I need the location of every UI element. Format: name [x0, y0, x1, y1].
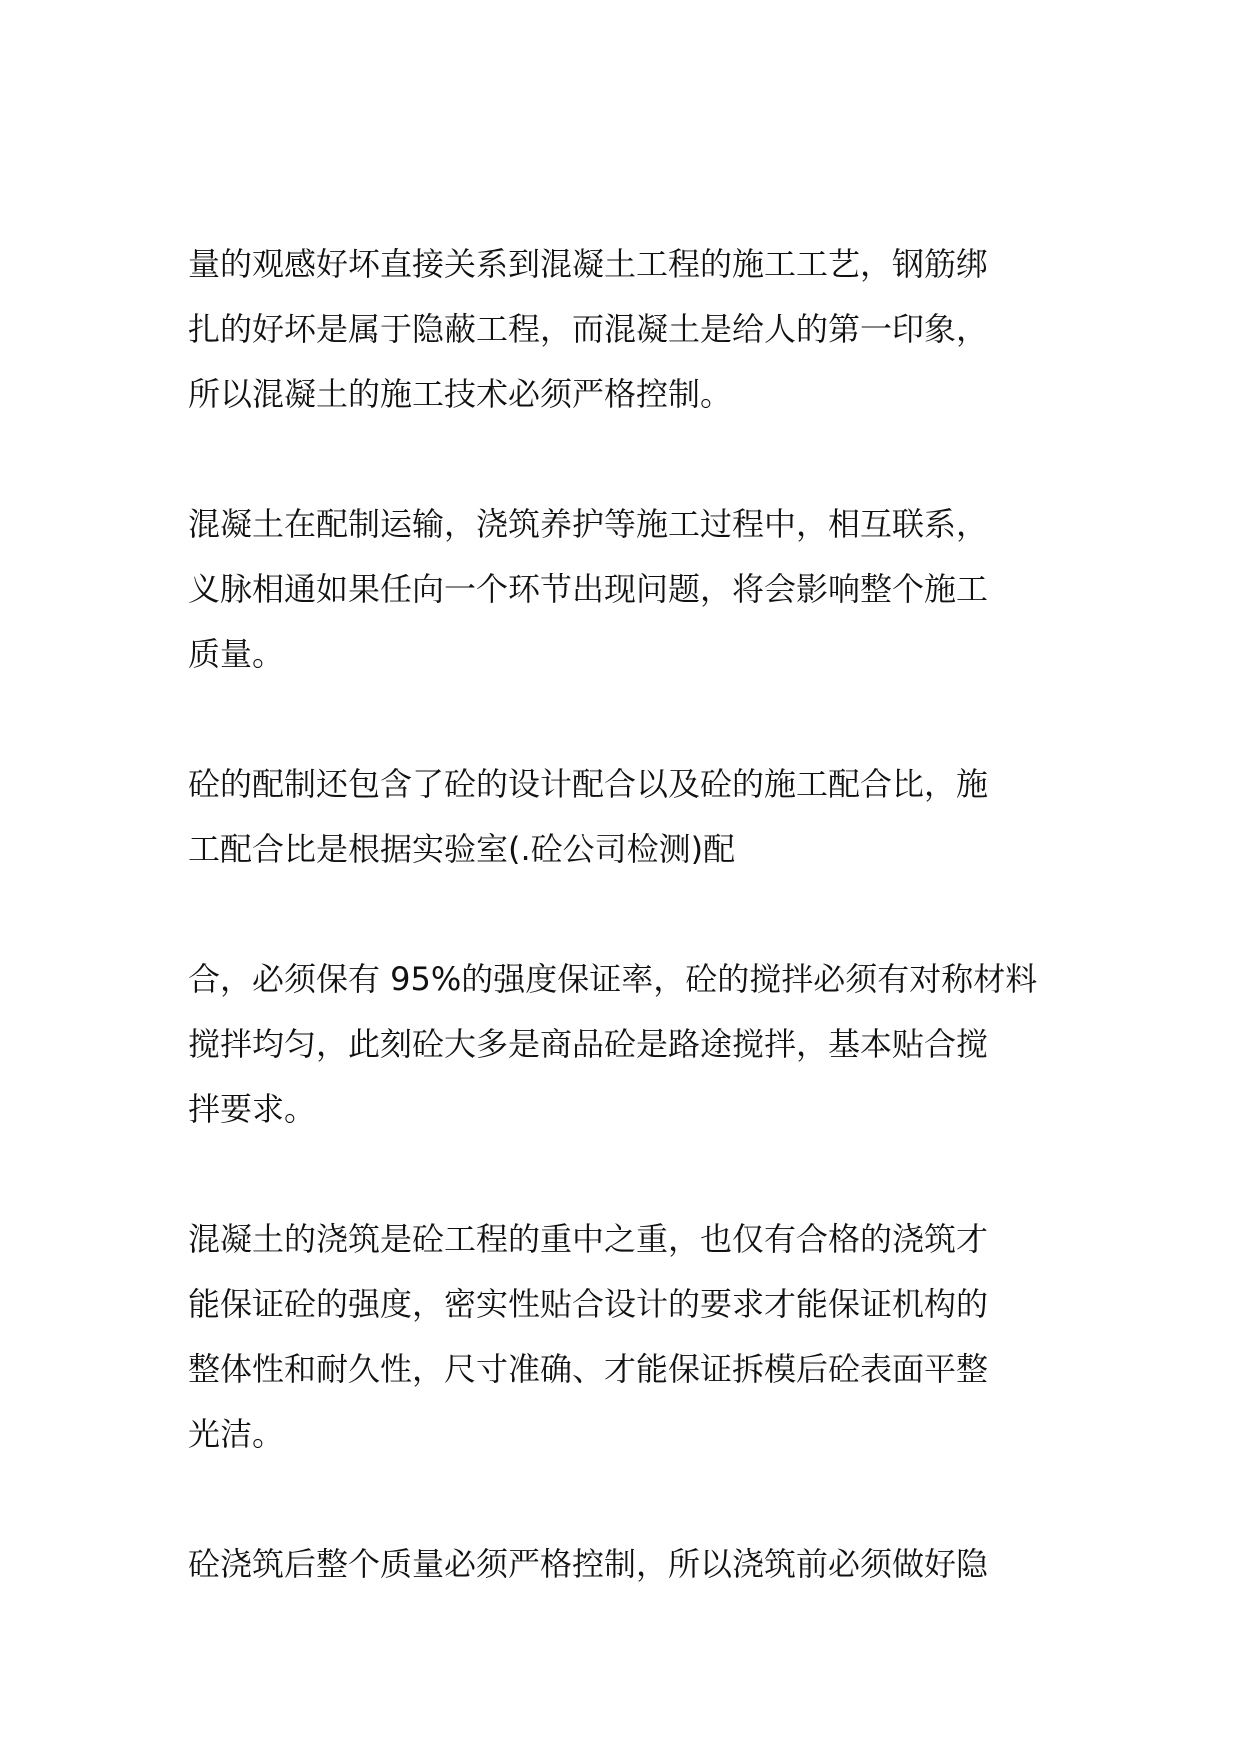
text-line: 量的观感好坏直接关系到混凝土工程的施工工艺，钢筋绑 — [188, 245, 989, 283]
text-line: 质量。 — [188, 635, 285, 673]
text-line: 工配合比是根据实验室(.砼公司检测)配 — [188, 830, 736, 868]
paragraph-1 — [188, 232, 1058, 427]
text-line: 拌要求。 — [188, 1090, 317, 1128]
paragraph-4 — [188, 947, 1058, 1142]
text-line: 砼的配制还包含了砼的设计配合以及砼的施工配合比，施 — [188, 765, 989, 803]
text-line: 能保证砼的强度，密实性贴合设计的要求才能保证机构的 — [188, 1285, 989, 1323]
document-body — [188, 232, 1058, 1662]
text-line: 砼浇筑后整个质量必须严格控制，所以浇筑前必须做好隐 — [188, 1545, 989, 1583]
paragraph-3 — [188, 752, 1058, 882]
paragraph-5 — [188, 1207, 1058, 1467]
text-line: 扎的好坏是属于隐蔽工程，而混凝土是给人的第一印象， — [188, 310, 989, 348]
text-line: 混凝土在配制运输，浇筑养护等施工过程中，相互联系， — [188, 505, 989, 543]
text-line: 混凝土的浇筑是砼工程的重中之重，也仅有合格的浇筑才 — [188, 1220, 989, 1258]
text-line: 所以混凝土的施工技术必须严格控制。 — [188, 375, 733, 413]
paragraph-2 — [188, 492, 1058, 687]
paragraph-6 — [188, 1532, 1058, 1597]
text-line: 合，必须保有 95%的强度保证率，砼的搅拌必须有对称材料 — [188, 960, 1038, 998]
text-line: 整体性和耐久性，尺寸准确、才能保证拆模后砼表面平整 — [188, 1350, 989, 1388]
text-line: 义脉相通如果任向一个环节出现问题，将会影响整个施工 — [188, 570, 989, 608]
text-line: 搅拌均匀，此刻砼大多是商品砼是路途搅拌，基本贴合搅 — [188, 1025, 989, 1063]
text-line: 光洁。 — [188, 1415, 285, 1453]
